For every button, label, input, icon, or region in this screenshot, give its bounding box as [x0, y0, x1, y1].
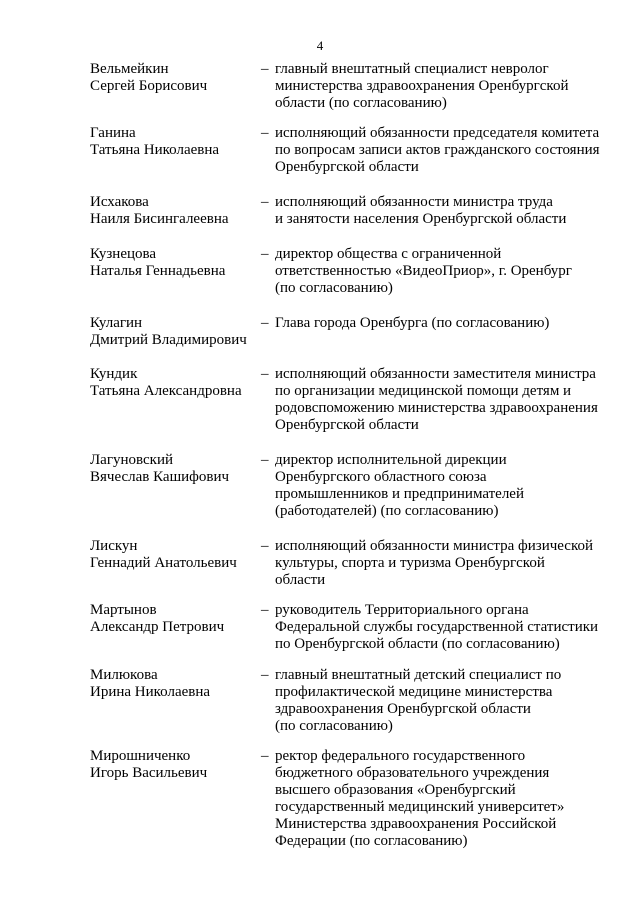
- position-line: главный внештатный детский специалист по: [275, 667, 562, 683]
- position-line: государственный медицинский университет»: [275, 799, 565, 815]
- member-given-name: Александр Петрович: [90, 619, 225, 635]
- member-surname: Вельмейкин: [90, 61, 169, 77]
- dash-separator: –: [261, 748, 269, 764]
- position-line: директор общества с ограниченной: [275, 246, 502, 262]
- dash-separator: –: [261, 366, 269, 382]
- member-position: [275, 452, 620, 520]
- member-position: [275, 246, 620, 297]
- position-line: Оренбургской области: [275, 159, 419, 175]
- position-line: ректор федерального государственного: [275, 748, 526, 764]
- member-position: [275, 125, 620, 176]
- position-line: министерства здравоохранения Оренбургской: [275, 78, 569, 94]
- member-position: [275, 366, 620, 434]
- member-surname: Мирошниченко: [90, 748, 191, 764]
- position-line: Оренбургского областного союза: [275, 469, 487, 485]
- member-name: [90, 538, 260, 572]
- member-given-name: Татьяна Александровна: [90, 383, 242, 399]
- position-line: руководитель Территориального органа: [275, 602, 529, 618]
- member-given-name: Вячеслав Кашифович: [90, 469, 230, 485]
- member-surname: Лагуновский: [90, 452, 174, 468]
- position-line: области (по согласованию): [275, 95, 447, 111]
- position-line: родовспоможению министерства здравоохранения: [275, 400, 598, 416]
- member-given-name: Геннадий Анатольевич: [90, 555, 237, 571]
- position-line: исполняющий обязанности председателя комитета: [275, 125, 600, 141]
- member-name: [90, 366, 260, 400]
- dash-separator: –: [261, 452, 269, 468]
- member-given-name: Ирина Николаевна: [90, 684, 211, 700]
- member-position: [275, 315, 620, 332]
- member-name: [90, 602, 260, 636]
- member-position: [275, 194, 620, 228]
- member-given-name: Сергей Борисович: [90, 78, 208, 94]
- position-line: высшего образования «Оренбургский: [275, 782, 516, 798]
- member-given-name: Наталья Геннадьевна: [90, 263, 226, 279]
- member-surname: Исхакова: [90, 194, 149, 210]
- position-line: (по согласованию): [275, 718, 393, 734]
- dash-separator: –: [261, 667, 269, 683]
- page-number: 4: [316, 38, 324, 53]
- dash-separator: –: [261, 315, 269, 331]
- position-line: области: [275, 572, 326, 588]
- member-name: [90, 315, 260, 349]
- position-line: Оренбургской области: [275, 417, 419, 433]
- member-surname: Милюкова: [90, 667, 158, 683]
- member-name: [90, 246, 260, 280]
- member-surname: Кундик: [90, 366, 138, 382]
- position-line: культуры, спорта и туризма Оренбургской: [275, 555, 545, 571]
- member-surname: Лискун: [90, 538, 138, 554]
- position-line: Федерации (по согласованию): [275, 833, 468, 849]
- member-surname: Кулагин: [90, 315, 143, 331]
- dash-separator: –: [261, 602, 269, 618]
- member-name: [90, 452, 260, 486]
- position-line: исполняющий обязанности министра труда: [275, 194, 553, 210]
- member-given-name: Игорь Васильевич: [90, 765, 208, 781]
- position-line: главный внештатный специалист невролог: [275, 61, 549, 77]
- position-line: Федеральной службы государственной статистики: [275, 619, 599, 635]
- position-line: (по согласованию): [275, 280, 393, 296]
- member-position: [275, 667, 620, 735]
- member-position: [275, 61, 620, 112]
- dash-separator: –: [261, 125, 269, 141]
- member-given-name: Татьяна Николаевна: [90, 142, 220, 158]
- member-name: [90, 667, 260, 701]
- member-name: [90, 61, 260, 95]
- position-line: здравоохранения Оренбургской области: [275, 701, 531, 717]
- member-surname: Мартынов: [90, 602, 157, 618]
- position-line: Глава города Оренбурга (по согласованию): [275, 315, 550, 331]
- member-name: [90, 125, 260, 159]
- member-position: [275, 538, 620, 589]
- position-line: промышленников и предпринимателей: [275, 486, 524, 502]
- position-line: и занятости населения Оренбургской области: [275, 211, 567, 227]
- position-line: ответственностью «ВидеоПриор», г. Оренбург: [275, 263, 572, 279]
- position-line: по Оренбургской области (по согласованию): [275, 636, 560, 652]
- dash-separator: –: [261, 61, 269, 77]
- position-line: бюджетного образовательного учреждения: [275, 765, 550, 781]
- member-name: [90, 194, 260, 228]
- dash-separator: –: [261, 538, 269, 554]
- position-line: исполняющий обязанности министра физической: [275, 538, 594, 554]
- position-line: исполняющий обязанности заместителя министра: [275, 366, 596, 382]
- dash-separator: –: [261, 194, 269, 210]
- member-given-name: Наиля Бисингалеевна: [90, 211, 229, 227]
- member-name: [90, 748, 260, 782]
- member-position: [275, 602, 620, 653]
- dash-separator: –: [261, 246, 269, 262]
- position-line: Министерства здравоохранения Российской: [275, 816, 557, 832]
- position-line: по организации медицинской помощи детям и: [275, 383, 572, 399]
- member-position: [275, 748, 620, 850]
- position-line: (работодателей) (по согласованию): [275, 503, 499, 519]
- position-line: по вопросам записи актов гражданского состояния: [275, 142, 600, 158]
- member-given-name: Дмитрий Владимирович: [90, 332, 247, 348]
- position-line: директор исполнительной дирекции: [275, 452, 507, 468]
- position-line: профилактической медицине министерства: [275, 684, 553, 700]
- member-surname: Кузнецова: [90, 246, 157, 262]
- member-surname: Ганина: [90, 125, 136, 141]
